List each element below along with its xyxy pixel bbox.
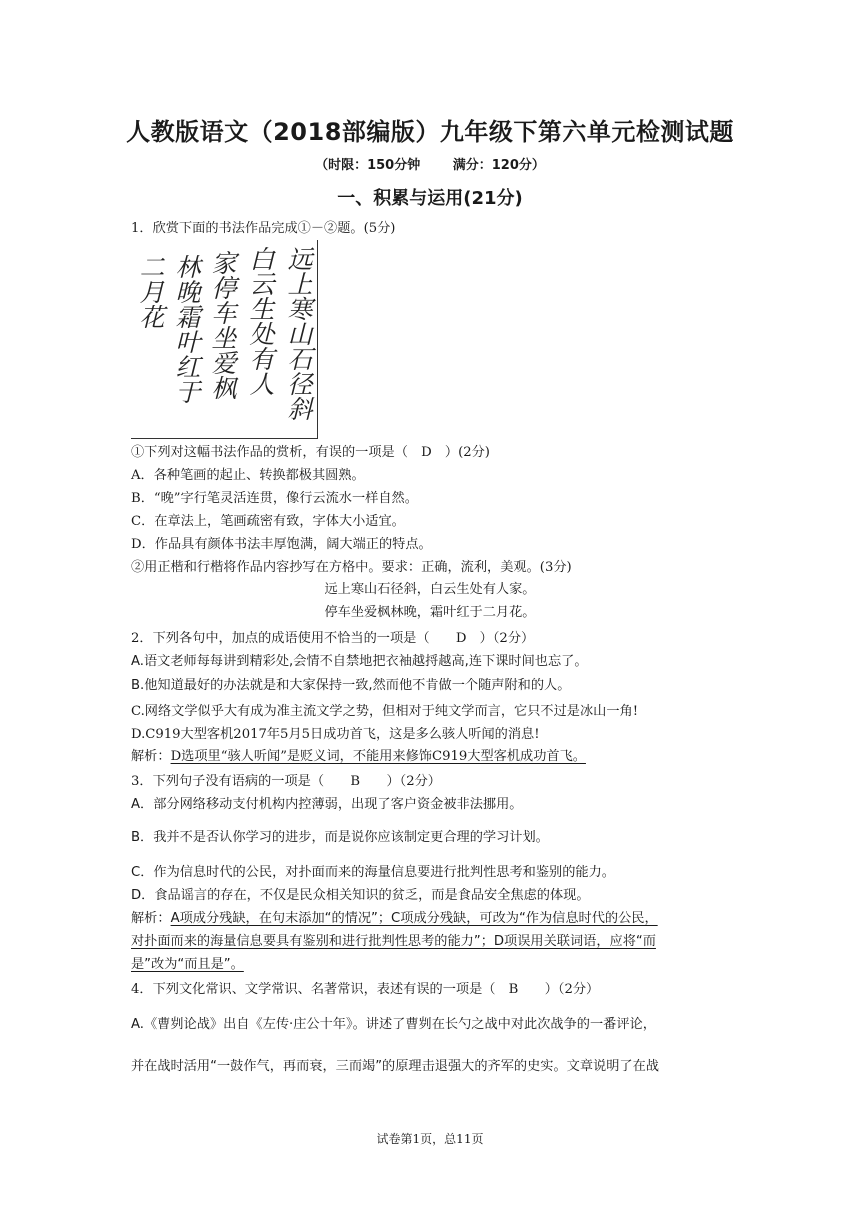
q1-stem: 1．欣赏下面的书法作品完成①－②题。(5分) <box>131 221 396 236</box>
q3-analysis-text-1: A项成分残缺，在句末添加“的情况”；C项成分残缺，可改为“作为信息时代的公民， <box>170 911 658 926</box>
q3-option-c: C．作为信息时代的公民，对扑面而来的海量信息要进行批判性思考和鉴别的能力。 <box>131 865 615 880</box>
q2-analysis-label: 解析： <box>131 749 171 764</box>
q2-option-a: A.语文老师每每讲到精彩处,会情不自禁地把衣袖越捋越高,连下课时间也忘了。 <box>131 654 588 669</box>
q3-option-b: B．我并不是否认你学习的进步，而是说你应该制定更合理的学习计划。 <box>131 830 549 845</box>
q3-analysis-line-1 <box>131 910 658 928</box>
q2-stem: 2．下列各句中，加点的成语使用不恰当的一项是（ D ）（2分） <box>131 631 535 646</box>
q3-option-a: A．部分网络移动支付机构内控薄弱，出现了客户资金被非法挪用。 <box>131 797 523 812</box>
q3-stem: 3．下列句子没有语病的一项是（ B ）（2分） <box>131 774 441 789</box>
page-footer: 试卷第1页，总11页 <box>376 1132 484 1146</box>
q2-option-d: D.C919大型客机2017年5月5日成功首飞，这是多么骇人听闻的消息! <box>131 727 540 742</box>
q1-option-b: B．“晚”字行笔灵活连贯，像行云流水一样自然。 <box>131 491 418 506</box>
q1-option-c: C．在章法上，笔画疏密有致，字体大小适宜。 <box>131 514 405 529</box>
exam-title: 人教版语文（2018部编版）九年级下第六单元检测试题 <box>126 118 734 146</box>
q1-option-a: A．各种笔画的起止、转换都极其圆熟。 <box>131 468 365 483</box>
q1-option-d: D．作品具有颜体书法丰厚饱满，阔大端正的特点。 <box>131 537 432 552</box>
q3-analysis-line-2: 对扑面而来的海量信息要具有鉴别和进行批判性思考的能力”；D项误用关联词语，应将“而 <box>131 934 656 949</box>
calligraphy-artwork <box>131 240 318 439</box>
poem-line-1: 远上寒山石径斜，白云生处有人家。 <box>324 582 536 597</box>
q1-sub1: ①下列对这幅书法作品的赏析，有误的一项是（ D ）(2分) <box>131 445 490 460</box>
calligraphy-col-1: 远上寒山石径斜 <box>284 246 313 421</box>
q2-analysis <box>131 748 586 766</box>
calligraphy-col-3: 家停车坐爱枫 <box>208 250 237 400</box>
q4-option-a-line-1: A.《曹刿论战》出自《左传·庄公十年》。讲述了曹刿在长勺之战中对此次战争的一番评论， <box>131 1017 656 1032</box>
calligraphy-col-4: 林晚霜叶红于 <box>172 254 201 404</box>
q2-option-c: C.网络文学似乎大有成为准主流文学之势，但相对于纯文学而言，它只不过是冰山一角! <box>131 704 639 719</box>
q1-sub2: ②用正楷和行楷将作品内容抄写在方格中。要求：正确，流利，美观。(3分) <box>131 560 572 575</box>
calligraphy-col-5: 二月花 <box>136 254 165 329</box>
time-limit: （时限：150分钟 <box>315 158 421 173</box>
q4-stem: 4．下列文化常识、文学常识、名著常识，表述有误的一项是（ B ）（2分） <box>131 982 600 997</box>
q3-option-d: D．食品谣言的存在，不仅是民众相关知识的贫乏，而是食品安全焦虑的体现。 <box>131 888 590 903</box>
exam-subtitle <box>0 154 860 173</box>
q4-option-a-line-2: 并在战时活用“一鼓作气，再而衰，三而竭”的原理击退强大的齐军的史实。文章说明了在战 <box>131 1059 659 1074</box>
section-heading: 一、积累与运用(21分) <box>337 188 523 209</box>
poem-line-2: 停车坐爱枫林晚，霜叶红于二月花。 <box>324 605 536 620</box>
q3-analysis-label: 解析： <box>131 911 171 926</box>
q3-analysis-line-3: 是”改为“而且是”。 <box>131 957 244 972</box>
q2-option-b: B.他知道最好的办法就是和大家保持一致,然而他不肯做一个随声附和的人。 <box>131 678 571 693</box>
calligraphy-col-2: 白云生处有人 <box>246 246 275 396</box>
full-score: 满分：120分） <box>452 158 545 173</box>
q2-analysis-text: D选项里“骇人听闻”是贬义词，不能用来修饰C919大型客机成功首飞。 <box>170 749 586 764</box>
